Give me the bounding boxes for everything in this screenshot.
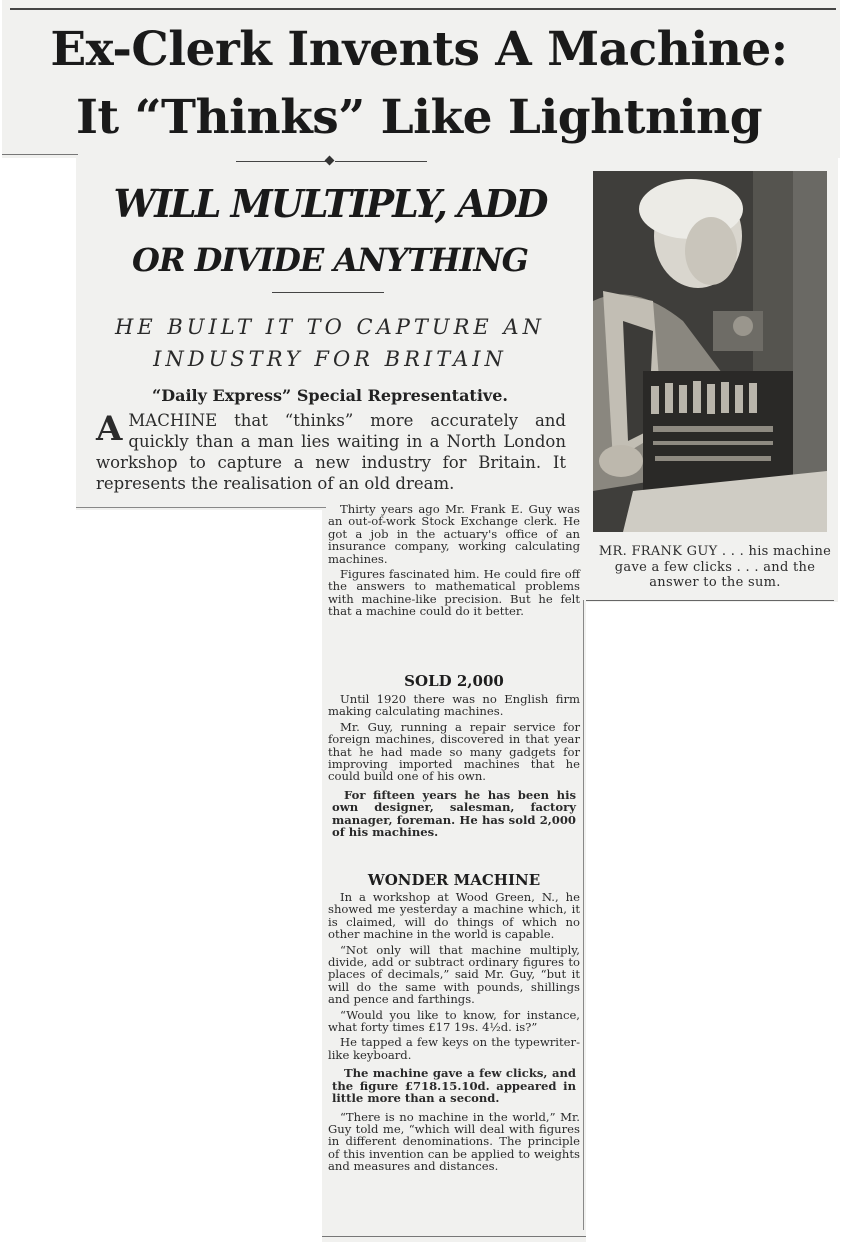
column-right-rule [583,600,584,1230]
deck-divider [272,292,384,293]
body-paragraph-1: Thirty years ago Mr. Frank E. Guy was an out-of-work Stock Exchange clerk. He got a job in the actuary's office of an insurance company, working calculating machines. [328,502,580,566]
body-paragraph-9: He tapped a few keys on the typewriter-like keyboard. [328,1035,580,1062]
lead-paragraph [96,410,566,494]
photo-caption: MR. FRANK GUY . . . his machine gave a few clicks . . . and the answer to the sum. [598,544,832,590]
inventor-photo-image [593,171,827,532]
headline-line-1: Ex-Clerk Invents A Machine: [50,22,788,77]
inventor-photo [593,171,827,532]
body-paragraph-7: “Not only will that machine multiply, divide, add or subtract ordinary figures to places of decimals,” said Mr. Guy, “but it will do the same with pounds, shillings and pence and farthings. [328,942,580,1007]
body-paragraph-10: The machine gave a few clicks, and the figure £718.15.10d. appeared in little more than a second. [332,1066,576,1106]
article-column-bottom [328,891,580,1176]
byline: “Daily Express” Special Representative. [152,386,508,405]
subdeck-line-2: INDUSTRY FOR BRITAIN [153,347,507,371]
subdeck-line-1: HE BUILT IT TO CAPTURE AN [115,315,545,339]
drop-cap: A [96,409,123,449]
top-rule [10,8,836,10]
caption-bottom-rule [586,600,834,601]
body-paragraph-2: Figures fascinated him. He could fire off the answers to mathematical problems with machine-like precision. But he felt that a machine could do it better. [328,567,580,619]
body-paragraph-8: “Would you like to know, for instance, what forty times £17 19s. 4½d. is?” [328,1007,580,1035]
body-paragraph-4: Mr. Guy, running a repair service for foreign machines, discovered in that year that he had made so many gadgets for improving imported machines that he could build one of his own. [328,719,580,784]
header-bottom-rule [2,154,78,155]
body-paragraph-3: Until 1920 there was no English firm making calculating machines. [328,692,580,719]
lead-bottom-rule [76,507,326,508]
lead-text: MACHINE that “thinks” more accurately and quickly than a man lies waiting in a North London workshop to capture a new industry for Britain. It represents the realisation of an old dream. [96,411,566,493]
article-column-top [328,503,580,621]
article-column-mid [328,693,580,841]
deck-line-2: OR DIVIDE ANYTHING [132,241,528,279]
column-bottom-rule [322,1236,586,1237]
ornament-rule-right [335,161,427,162]
body-paragraph-5: For fifteen years he has been his own designer, salesman, factory manager, foreman. He has sold 2,000 of his machines. [332,787,576,840]
body-paragraph-11: “There is no machine in the world,” Mr. Guy told me, “which will deal with figures in different denominations. The principle of this invention can be applied to weights and measures and distances. [328,1109,580,1174]
body-paragraph-6: In a workshop at Wood Green, N., he showed me yesterday a machine which, it is claimed, will do things of which no other machine in the world is capable. [328,890,580,942]
deck-line-1: WILL MULTIPLY, ADD [113,181,547,226]
subhead-sold: SOLD 2,000 [404,672,504,690]
headline-line-2: It “Thinks” Like Lightning [75,90,763,145]
ornament-rule-left [236,161,328,162]
subhead-wonder-machine: WONDER MACHINE [367,871,541,889]
